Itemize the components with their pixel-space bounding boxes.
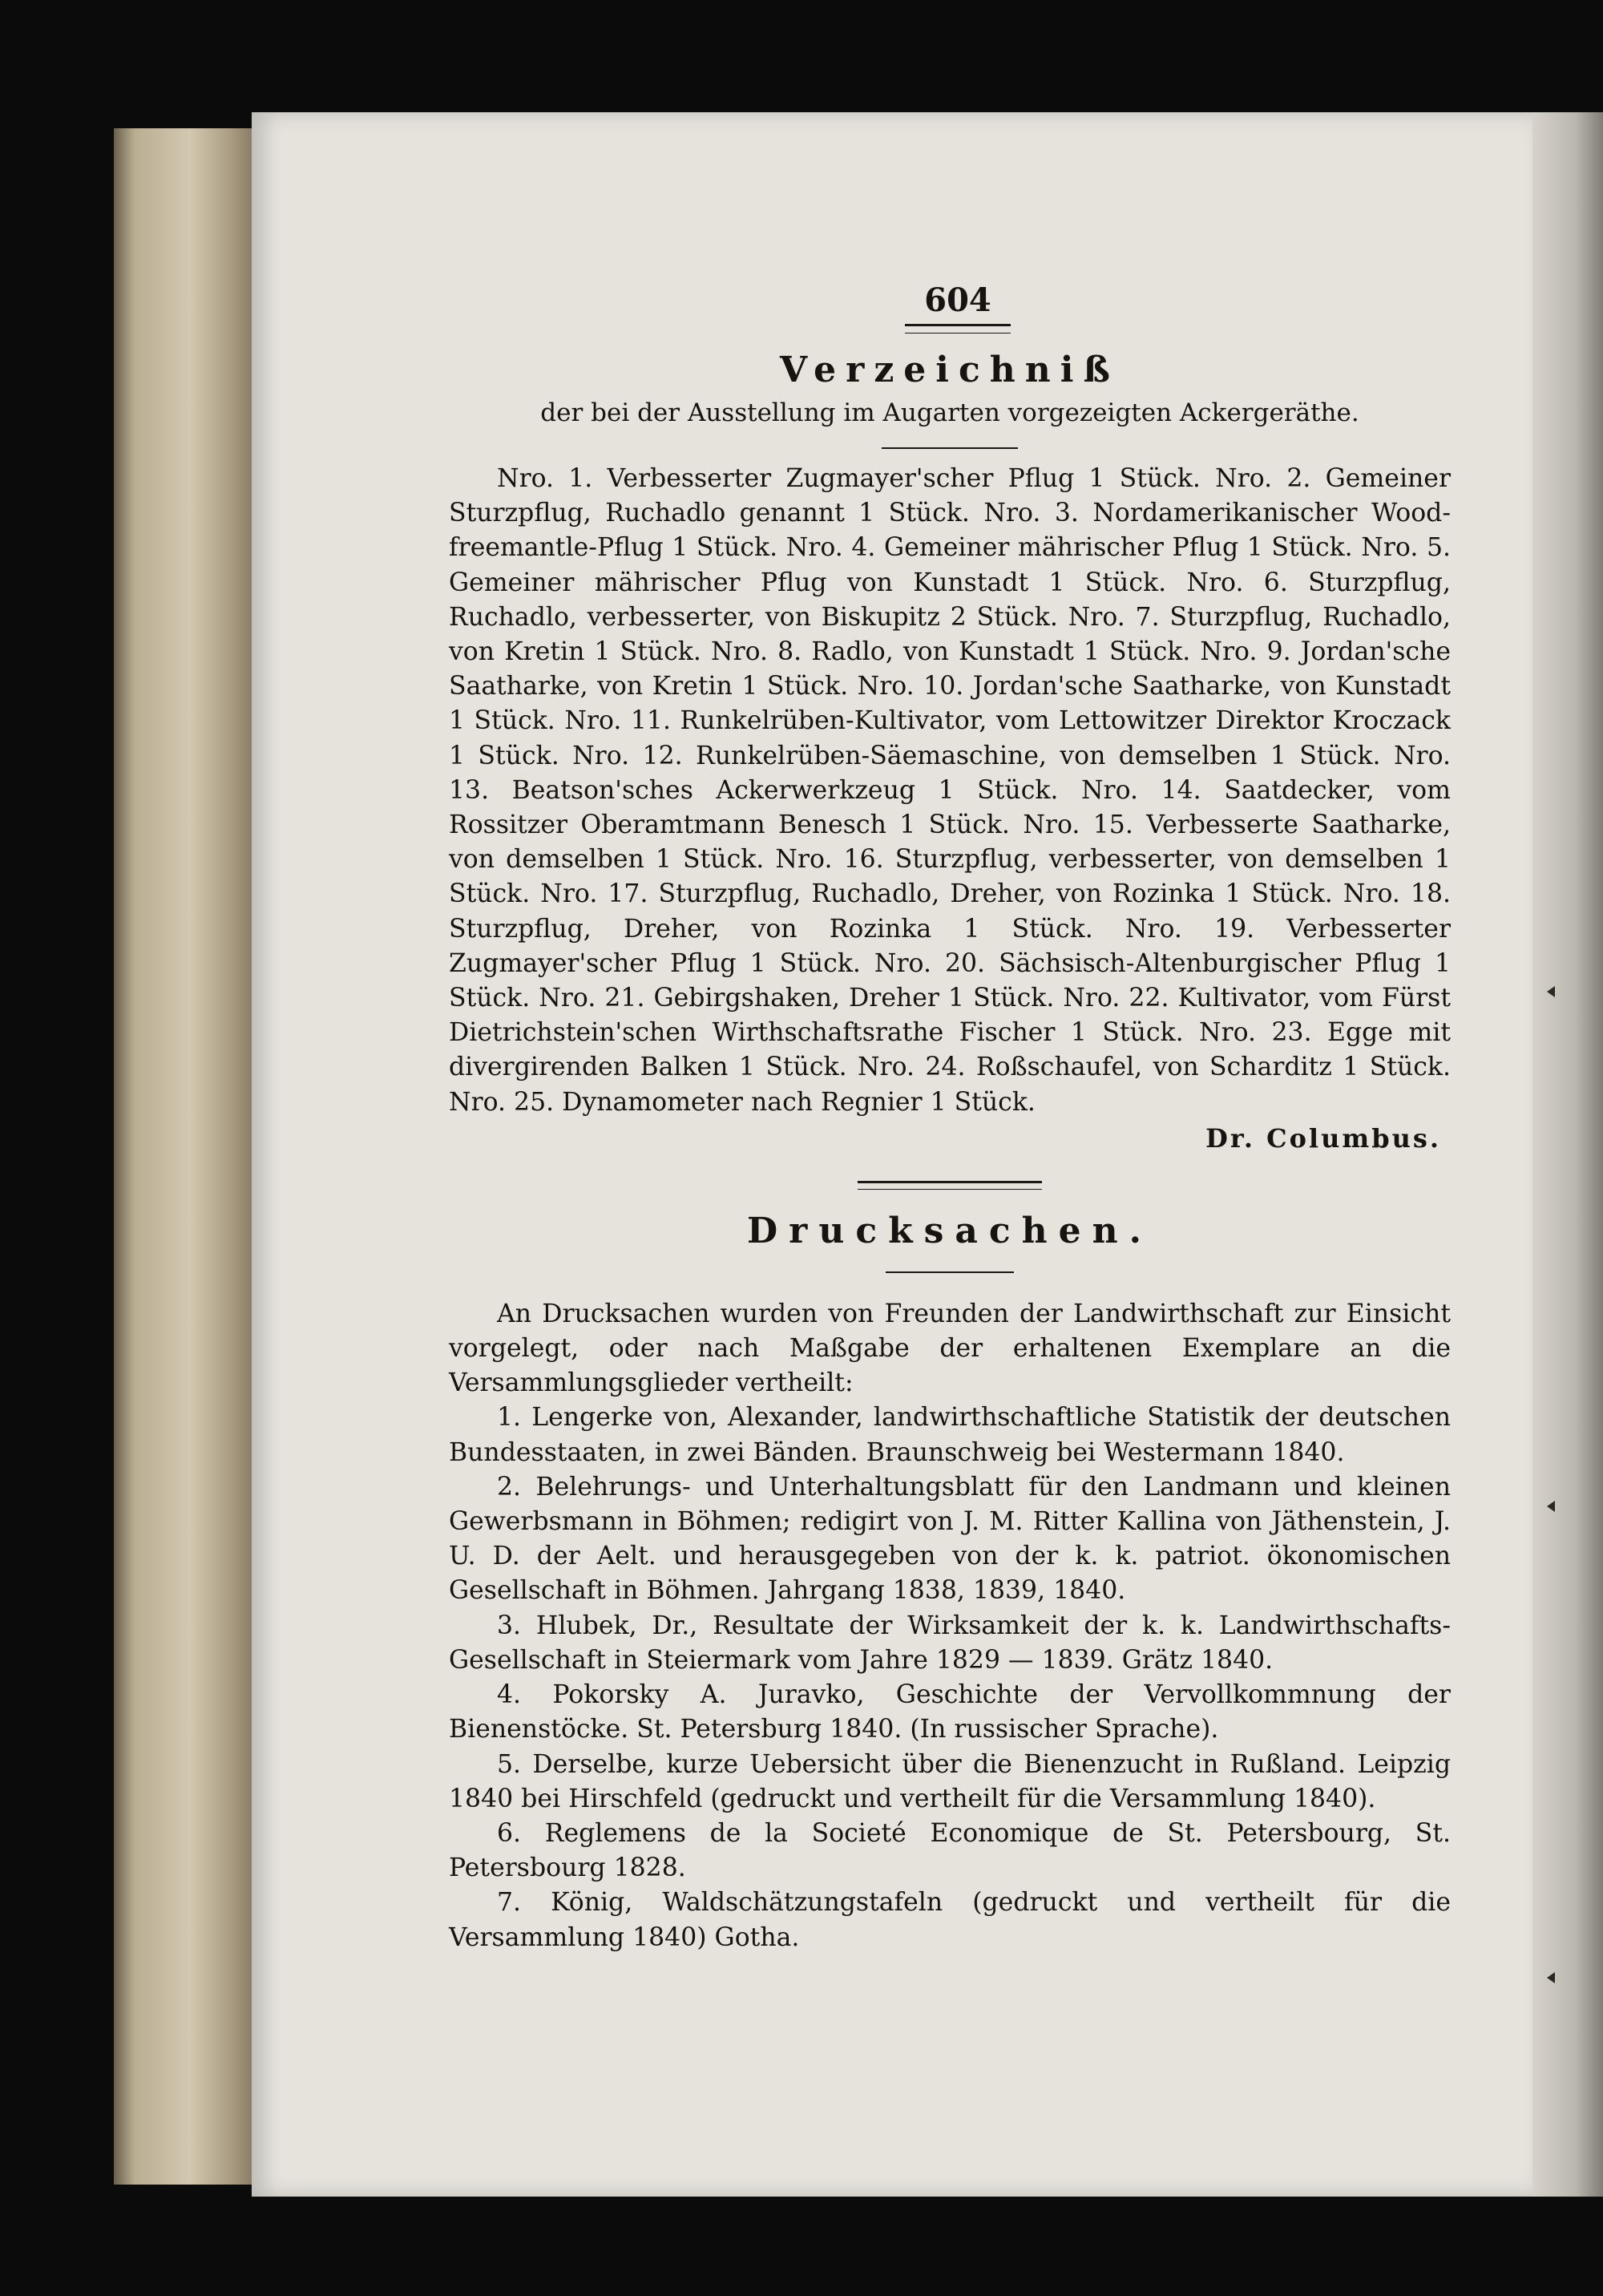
text-block [449,281,1451,1955]
list-item: 3. Hlubek, Dr., Resultate der Wirksamkeit der k. k. Landwirthschafts-Gesellschaft in Steiermark vom Jahre 1829 — 1839. Grätz 1840. [449,1611,1451,1675]
book-page-edges-left [114,128,252,2185]
page-number: 604 [924,281,991,319]
list-item: 6. Reglemens de la Societé Economique de St. Petersbourg, St. Petersbourg 1828. [449,1818,1451,1883]
list-item: 2. Belehrungs- und Unterhaltungsblatt für den Landmann und kleinen Gewerbsmann in Böhmen; redigirt von J. M. Ritter Kallina von Jäthenstein, J. U. D. der Aelt. und herausgegeben von der k. k. patriot. ökonomischen Gesellschaft in Böhmen. Jahrgang 1838, 1839, 1840. [449,1472,1451,1606]
margin-mark-icon [1547,1501,1555,1512]
equipment-list-paragraph: Nro. 1. Verbesserter Zugmayer'scher Pflug 1 Stück. Nro. 2. Gemeiner Sturzpflug, Ruchadlo genannt 1 Stück. Nro. 3. Nordamerikanischer Wood-freemantle-Pflug 1 Stück. Nro. 4. Gemeiner mährischer Pflug 1 Stück. Nro. 5. Gemeiner mährischer Pflug von Kunstadt 1 Stück. Nro. 6. Sturzpflug, Ruchadlo, verbesserter, von Biskupitz 2 Stück. Nro. 7. Sturzpflug, Ruchadlo, von Kretin 1 Stück. Nro. 8. Radlo, von Kunstadt 1 Stück. Nro. 9. Jordan'sche Saatharke, von Kretin 1 Stück. Nro. 10. Jordan'sche Saatharke, von Kunstadt 1 Stück. Nro. 11. Runkelrüben-Kultivator, vom Lettowitzer Direktor Kroczack 1 Stück. Nro. 12. Runkelrüben-Säemaschine, von demselben 1 Stück. Nro. 13. Beatson'sches Ackerwerkzeug 1 Stück. Nro. 14. Saatdecker, vom Rossitzer Oberamtmann Benesch 1 Stück. Nro. 15. Verbesserte Saatharke, von demselben 1 Stück. Nro. 16. Sturzpflug, verbesserter, von demselben 1 Stück. Nro. 17. Sturzpflug, Ruchadlo, Dreher, von Rozinka 1 Stück. Nro. 18. Sturzpflug, Dreher, von Rozinka 1 Stück. Nro. 19. Verbesserter Zugmayer'scher Pflug 1 Stück. Nro. 20. Sächsisch-Altenburgischer Pflug 1 Stück. Nro. 21. Gebirgshaken, Dreher 1 Stück. Nro. 22. Kultivator, vom Fürst Dietrichstein'schen Wirthschaftsrathe Fischer 1 Stück. Nro. 23. Egge mit divergirenden Balken 1 Stück. Nro. 24. Roßschaufel, von Scharditz 1 Stück. Nro. 25. Dynamometer nach Regnier 1 Stück. [449,464,1451,1117]
list-item: 1. Lengerke von, Alexander, landwirthschaftliche Statistik der deutschen Bundesstaaten, in zwei Bänden. Braunschweig bei Westermann 1840. [449,1403,1451,1467]
section-title-verzeichniss: Verzeichniß [780,350,1120,390]
list-item: 4. Pokorsky A. Juravko, Geschichte der Vervollkommnung der Bienenstöcke. St. Petersburg 1840. (In russischer Sprache). [449,1680,1451,1744]
section-title-drucksachen: Drucksachen. [747,1210,1153,1251]
subtitle-rule [882,447,1018,449]
drucksachen-rule [886,1271,1014,1273]
page-number-rule [905,324,1011,333]
list-item: 7. König, Waldschätzungstafeln (gedruckt und vertheilt für die Versammlung 1840) Gotha. [449,1888,1451,1952]
drucksachen-intro: An Drucksachen wurden von Freunden der Landwirthschaft zur Einsicht vorgelegt, oder nach Maßgabe der erhaltenen Exemplare an die Versammlungsglieder vertheilt: [449,1299,1451,1398]
book-page-edges-right [1532,112,1603,2197]
margin-mark-icon [1547,1972,1555,1983]
section-subtitle: der bei der Ausstellung im Augarten vorgezeigten Ackergeräthe. [540,398,1359,427]
author-signature: Dr. Columbus. [1205,1122,1441,1154]
margin-mark-icon [1547,986,1555,997]
list-item: 5. Derselbe, kurze Uebersicht über die Bienenzucht in Rußland. Leipzig 1840 bei Hirschfeld (gedruckt und vertheilt für die Versammlung 1840). [449,1749,1451,1813]
section-divider [858,1181,1042,1190]
